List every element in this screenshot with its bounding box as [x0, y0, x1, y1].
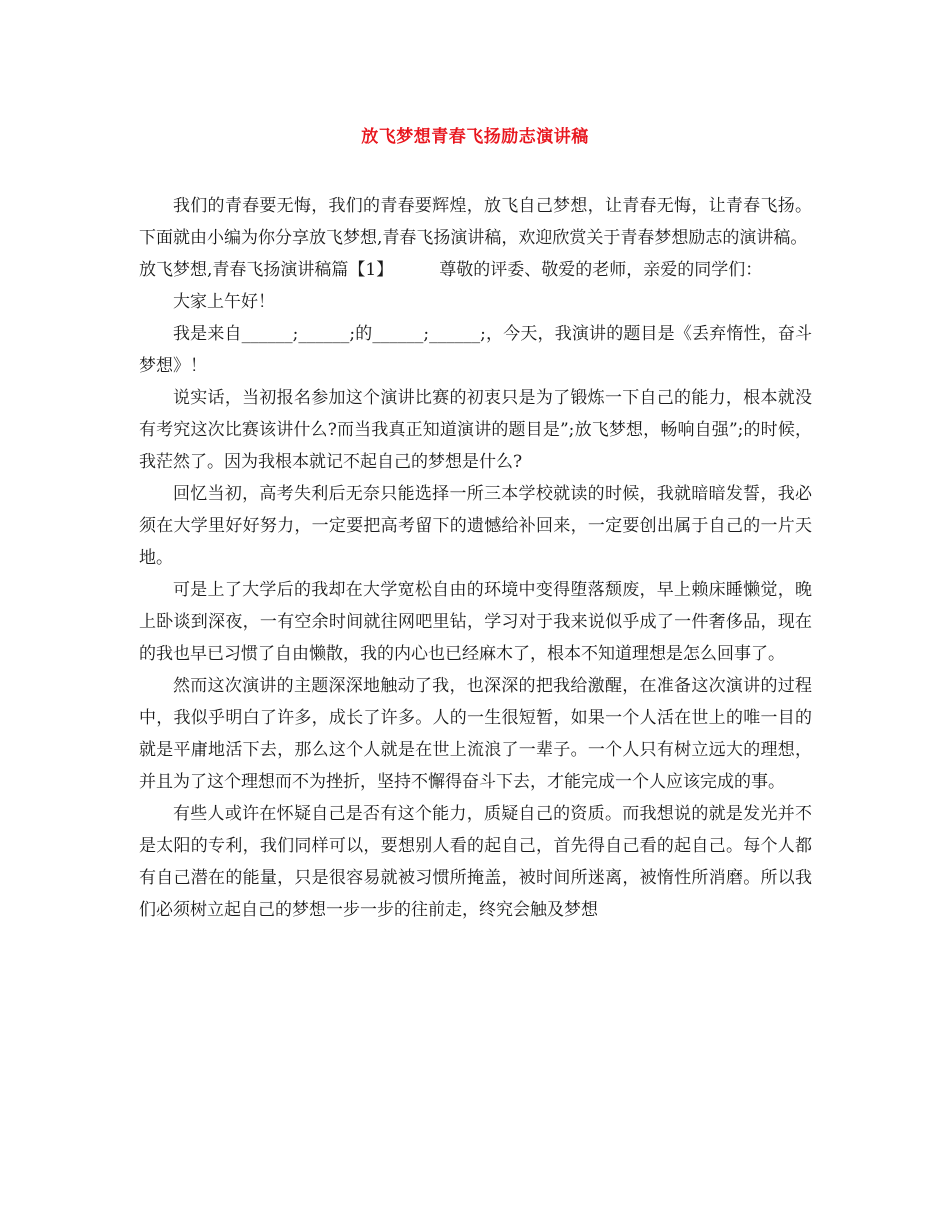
salutation: 尊敬的评委、敬爱的老师，亲爱的同学们：: [439, 260, 763, 280]
paragraph-belief: 有些人或许在怀疑自己是否有这个能力，质疑自己的资质。而我想说的就是发光并不是太阳的专利，我们同样可以，要想别人看的起自己，首先得自己看的起自己。每个人都有自己潜在的能量，只是很容易就被习惯所掩盖，被时间所迷离，被惰性所消磨。所以我们必须树立起自己的梦想一步一步的往前走，终究会触及梦想: [139, 804, 812, 920]
paragraph-self-intro: 我是来自______;______;的______;______;，今天，我演讲的题目是《丢弃惰性，奋斗梦想》！: [139, 324, 812, 376]
paragraph-intro: 我们的青春要无悔，我们的青春要辉煌，放飞自己梦想，让青春无悔，让青春飞扬。下面就由小编为你分享放飞梦想,青春飞扬演讲稿，欢迎欣赏关于青春梦想励志的演讲稿。: [139, 196, 812, 248]
document-title: 放飞梦想青春飞扬励志演讲稿: [361, 127, 589, 147]
section-heading-line: [139, 254, 812, 286]
paragraph-motivation: 说实话，当初报名参加这个演讲比赛的初衷只是为了锻炼一下自己的能力，根本就没有考究这次比赛该讲什么?而当我真正知道演讲的题目是”;放飞梦想，畅响自强”;的时候，我茫然了。因为我根本就记不起自己的梦想是什么?: [139, 388, 812, 472]
paragraph-awakening: 然而这次演讲的主题深深地触动了我，也深深的把我给激醒，在准备这次演讲的过程中，我似乎明白了许多，成长了许多。人的一生很短暂，如果一个人活在世上的唯一目的就是平庸地活下去，那么这个人就是在世上流浪了一辈子。一个人只有树立远大的理想，并且为了这个理想而不为挫折，坚持不懈得奋斗下去，才能完成一个人应该完成的事。: [139, 676, 812, 792]
section-heading: 放飞梦想,青春飞扬演讲稿篇【1】: [139, 260, 394, 280]
paragraph-greeting: 大家上午好！: [173, 292, 275, 312]
paragraph-memory: 回忆当初，高考失利后无奈只能选择一所三本学校就读的时候，我就暗暗发誓，我必须在大学里好好努力，一定要把高考留下的遗憾给补回来，一定要创出属于自己的一片天地。: [139, 484, 812, 568]
document-body: [139, 190, 812, 926]
paragraph-college: 可是上了大学后的我却在大学宽松自由的环境中变得堕落颓废，早上赖床睡懒觉，晚上卧谈到深夜，一有空余时间就往网吧里钻，学习对于我来说似乎成了一件奢侈品，现在的我也早已习惯了自由懒散，我的内心也已经麻木了，根本不知道理想是怎么回事了。: [139, 580, 812, 664]
